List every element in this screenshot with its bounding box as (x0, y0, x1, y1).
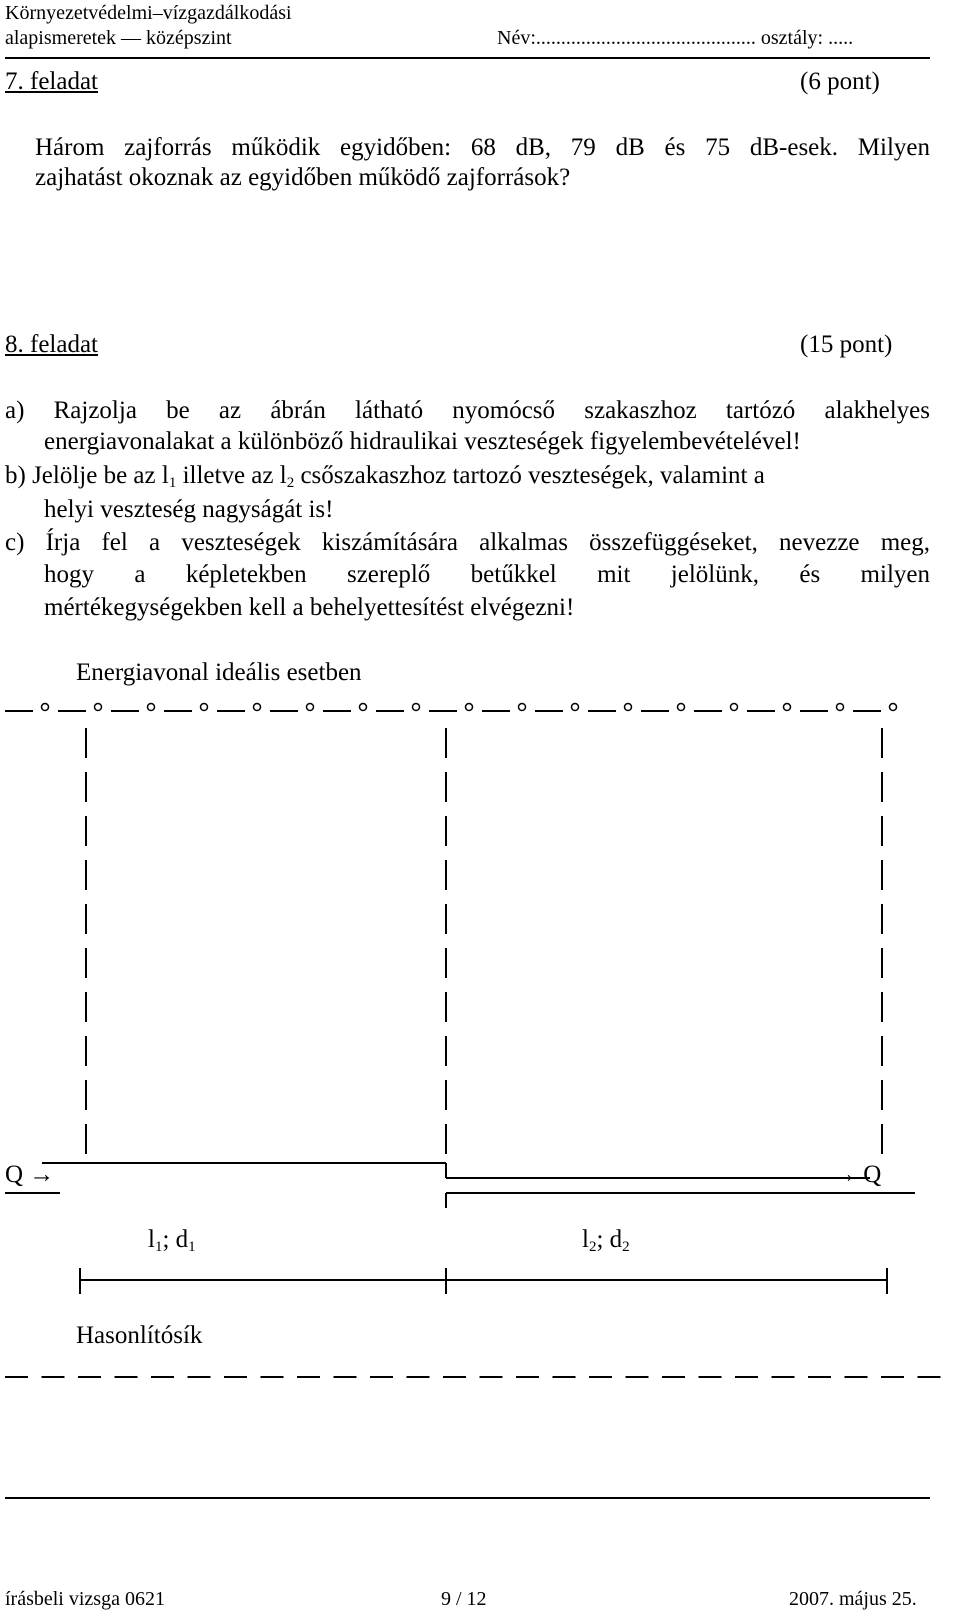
task7-text-line1: Három zajforrás működik egyidőben: 68 dB, 79 dB és 75 dB-esek. Milyen (35, 134, 930, 161)
ideal-line-dot (201, 704, 208, 711)
task8-b-line1: b) Jelölje be az $l_1$ illetve az $l_2$ csőszakaszhoz tartozó veszteségek, valamint a (5, 462, 765, 491)
ideal-line-dot (784, 704, 791, 711)
task8-a-line1: a) Rajzolja be az ábrán látható nyomócső szakaszhoz tartózó alakhelyes (5, 397, 930, 424)
ideal-line-dot (625, 704, 632, 711)
ideal-line-dot (307, 704, 314, 711)
reference-plane-label: Hasonlítósík (76, 1322, 203, 1349)
subject-title: Környezetvédelmi–vízgazdálkodási (5, 2, 292, 24)
footer-rule (5, 1497, 930, 1499)
vertical-reference-lines (86, 728, 882, 1154)
subject-level: alapismeretek — középszint (5, 27, 232, 49)
ideal-line-dot (837, 704, 844, 711)
flow-out-label: → Q (832, 1161, 882, 1188)
segment1-label: $l_1$; $d_1$ (148, 1226, 196, 1255)
ideal-line-dot (572, 704, 579, 711)
flow-in-label: Q → (5, 1161, 55, 1188)
length-dimension (80, 1268, 887, 1294)
ideal-line-dot (95, 704, 102, 711)
task8-c-line3: mértékegységekben kell a behelyettesítést elvégezni! (44, 594, 575, 621)
ideal-line-dot (466, 704, 473, 711)
task8-a-line2: energiavonalakat a különböző hidraulikai veszteségek figyelembevételével! (44, 428, 801, 455)
task7-points: (6 pont) (800, 68, 880, 95)
footer-date: 2007. május 25. (789, 1588, 917, 1610)
name-class-field: Név:............................................ osztály: ..... (497, 27, 854, 49)
task8-c-line1: c) Írja fel a veszteségek kiszámítására alkalmas összefüggéseket, nevezze meg, (5, 529, 930, 556)
ideal-energy-line (5, 704, 897, 712)
task8-b-line2: helyi veszteség nagyságát is! (44, 496, 334, 523)
pipe (5, 1163, 915, 1208)
ideal-line-dot (731, 704, 738, 711)
ideal-line-dot (360, 704, 367, 711)
ideal-line-dot (413, 704, 420, 711)
ideal-line-dot (148, 704, 155, 711)
task7-text-line2: zajhatást okoznak az egyidőben működő zajforrások? (35, 164, 571, 191)
task8-c-line2: hogy a képletekben szereplő betűkkel mit jelölünk, és milyen (44, 561, 930, 588)
footer-exam: írásbeli vizsga 0621 (5, 1588, 165, 1610)
task8-title: 8. feladat (5, 331, 99, 358)
ideal-line-dot (890, 704, 897, 711)
footer-page: 9 / 12 (441, 1588, 487, 1610)
ideal-line-dot (254, 704, 261, 711)
ideal-line-dot (519, 704, 526, 711)
task8-points: (15 pont) (800, 331, 893, 358)
ideal-line-dot (678, 704, 685, 711)
segment2-label: $l_2$; $d_2$ (582, 1226, 630, 1255)
ideal-energy-line-label: Energiavonal ideális esetben (76, 659, 362, 686)
task7-title: 7. feladat (5, 68, 99, 95)
ideal-line-dot (42, 704, 49, 711)
